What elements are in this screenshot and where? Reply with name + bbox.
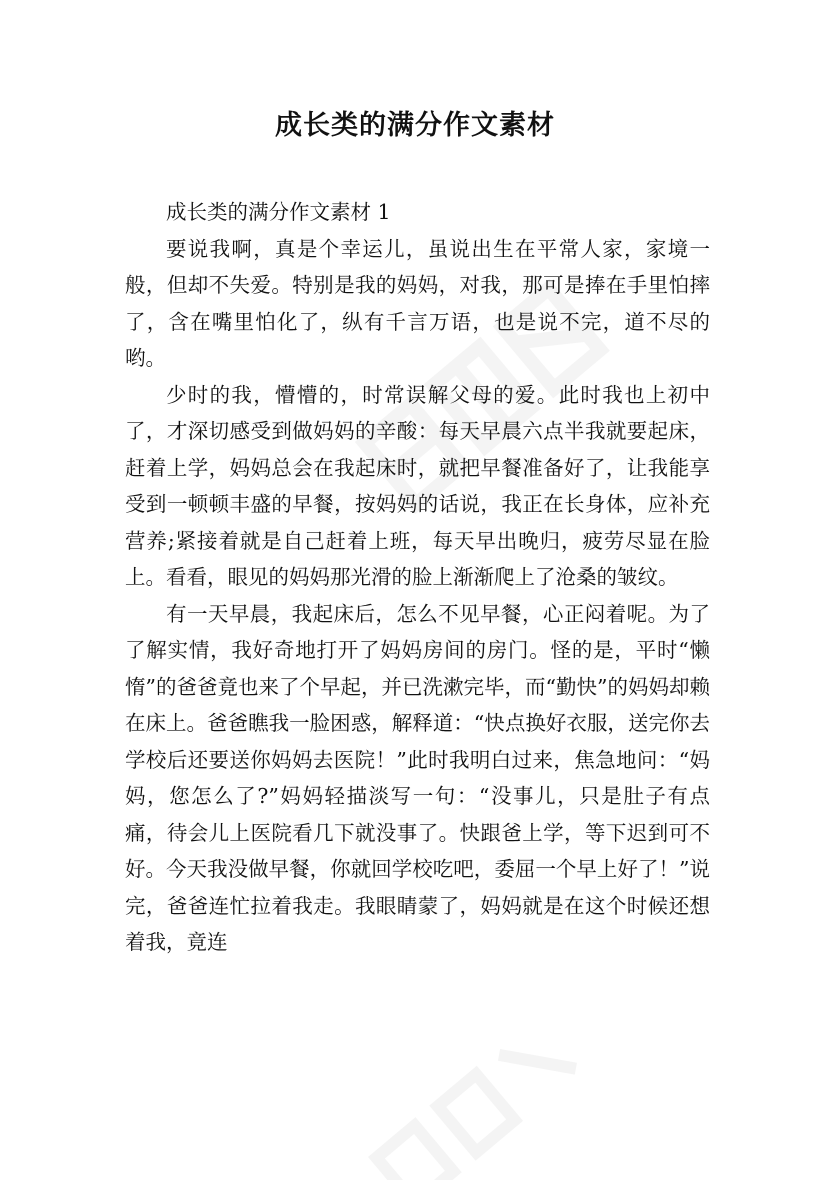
section-heading: 成长类的满分作文素材 1 xyxy=(166,200,391,224)
paragraph: 有一天早晨，我起床后，怎么不见早餐，心正闷着呢。为了了解实情，我好奇地打开了妈妈房间的房门。怪的是，平时“懒惰”的爸爸竟也来了个早起，并已洗漱完毕，而“勤快”的妈妈却赖在床上。爸爸瞧我一脸困惑，解释道：“快点换好衣服，送完你去学校后还要送你妈妈去医院！”此时我明白过来，焦急地问：“妈妈，您怎么了?”妈妈轻描淡写一句：“没事儿，只是肚子有点痛，待会儿上医院看几下就没事了。快跟爸上学，等下迟到可不好。今天我没做早餐，你就回学校吃吧，委屈一个早上好了！”说完，爸爸连忙拉着我走。我眼睛蒙了，妈妈就是在这个时候还想着我，竟连 xyxy=(125,601,710,954)
watermark-logo-lower xyxy=(330,1040,630,1180)
paragraph: 少时的我，懵懵的，时常误解父母的爱。此时我也上初中了，才深切感受到做妈妈的辛酸：每天早晨六点半我就要起床，赶着上学，妈妈总会在我起床时，就把早餐准备好了，让我能享受到一顿顿丰盛的早餐，按妈妈的话说，我正在长身体，应补充营养;紧接着就是自己赶着上班，每天早出晚归，疲劳尽显在脸上。看看，眼见的妈妈那光滑的脸上渐渐爬上了沧桑的皱纹。 xyxy=(125,382,710,589)
paragraph: 要说我啊，真是个幸运儿，虽说出生在平常人家，家境一般，但却不失爱。特别是我的妈妈，对我，那可是捧在手里怕摔了，含在嘴里怕化了，纵有千言万语，也是说不完，道不尽的哟。 xyxy=(125,236,710,370)
document-body xyxy=(125,194,710,961)
document-title: 成长类的满分作文素材 xyxy=(275,110,555,141)
